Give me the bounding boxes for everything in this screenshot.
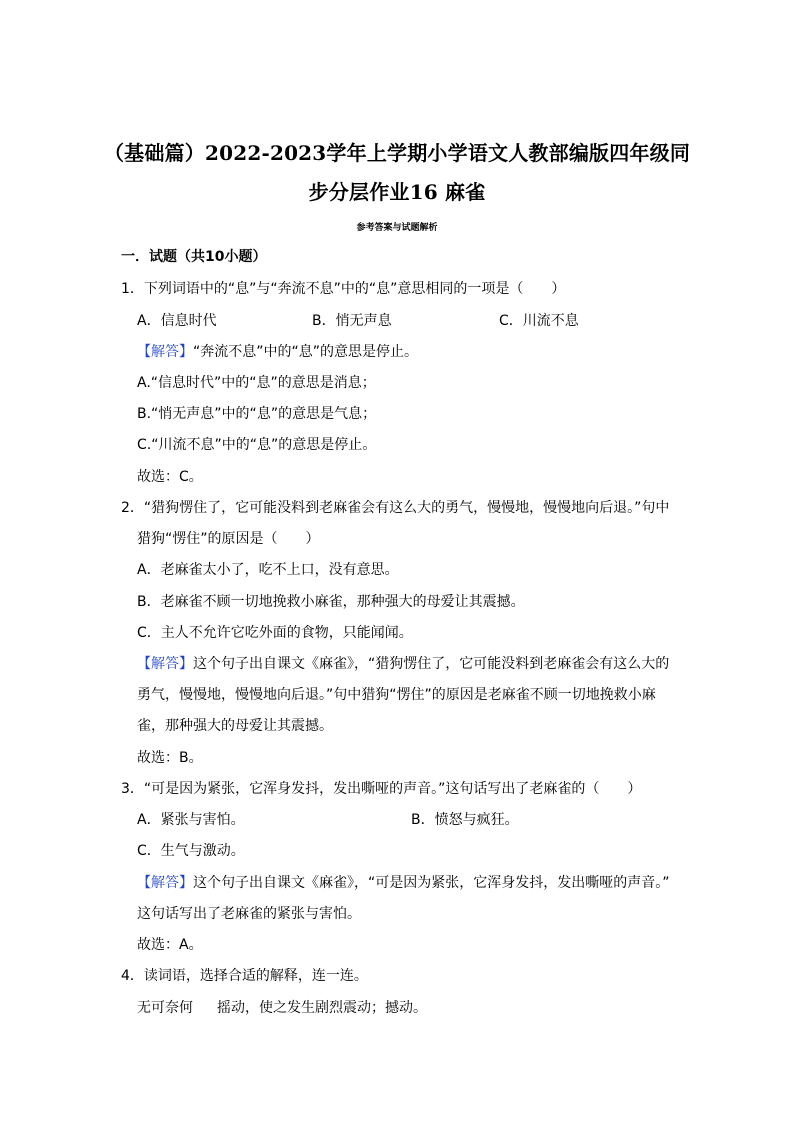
q1-option-c: C．川流不息 (499, 313, 579, 329)
q4-word: 无可奈何 (137, 1000, 193, 1016)
q3-answer-text: 这个句子出自课文《麻雀》，“可是因为紧张，它浑身发抖，发出嘶哑的声音。” (193, 875, 670, 891)
q1-answer-text: “奔流不息”中的“息”的意思是停止。 (193, 344, 419, 360)
document-subtitle: 参考答案与试题解析 (356, 223, 438, 233)
q2-choice: 故选：B。 (137, 750, 203, 766)
q2-option-a: A．老麻雀太小了，吃不上口，没有意思。 (137, 562, 399, 578)
q2-stem-line-1: 2．“猎狗愣住了，它可能没料到老麻雀会有这么大的勇气，慢慢地，慢慢地向后退。”句中 (121, 500, 670, 516)
q1-option-a: A．信息时代 (137, 313, 217, 329)
q2-answer-line-2: 勇气，慢慢地，慢慢地向后退。”句中猎狗“愣住”的原因是老麻雀不顾一切地挽救小麻 (137, 687, 656, 703)
q1-explain-a: A.“信息时代”中的“息”的意思是消息； (137, 375, 376, 391)
q4-stem: 4．读词语，选择合适的解释，连一连。 (121, 968, 368, 984)
document-title-line-1: （基础篇）2022-2023学年上学期小学语文人教部编版四年级同 (103, 141, 691, 165)
document-title-line-2: 步分层作业16 麻雀 (308, 180, 486, 204)
q2-answer-text: 这个句子出自课文《麻雀》，“猎狗愣住了，它可能没料到老麻雀会有这么大的 (193, 656, 670, 672)
answer-tag: 【解答】 (137, 875, 193, 891)
q2-answer-line-3: 雀，那种强大的母爱让其震撼。 (137, 718, 333, 734)
q1-explain-b: B.“悄无声息”中的“息”的意思是气息； (137, 406, 377, 422)
section-heading: 一．试题（共10小题） (121, 249, 267, 265)
q4-definition: 摇动，使之发生剧烈震动；撼动。 (217, 1000, 427, 1016)
q1-stem: 1．下列词语中的“息”与“奔流不息”中的“息”意思相同的一项是（ ） (121, 281, 566, 297)
q3-option-c: C．生气与激动。 (137, 843, 245, 859)
q3-answer-line-2: 这句话写出了老麻雀的紧张与害怕。 (137, 906, 361, 922)
q2-option-b: B．老麻雀不顾一切地挽救小麻雀，那种强大的母爱让其震撼。 (137, 594, 525, 610)
q3-option-b: B．愤怒与疯狂。 (411, 812, 519, 828)
q1-explain-c: C.“川流不息”中的“息”的意思是停止。 (137, 437, 377, 453)
q2-answer-line-1 (137, 655, 669, 673)
q2-option-c: C．主人不允许它吃外面的食物，只能闻闻。 (137, 625, 413, 641)
q1-option-b: B．悄无声息 (312, 313, 392, 329)
q1-choice: 故选：C。 (137, 469, 203, 485)
answer-tag: 【解答】 (137, 656, 193, 672)
q3-answer-line-1 (137, 874, 670, 892)
q3-stem: 3．“可是因为紧张，它浑身发抖，发出嘶哑的声音。”这句话写出了老麻雀的（ ） (121, 781, 642, 797)
q2-stem-line-2: 猎狗“愣住”的原因是（ ） (137, 531, 320, 547)
answer-tag: 【解答】 (137, 344, 193, 360)
q3-choice: 故选：A。 (137, 937, 203, 953)
q1-answer (137, 343, 418, 361)
q3-option-a: A．紧张与害怕。 (137, 812, 245, 828)
